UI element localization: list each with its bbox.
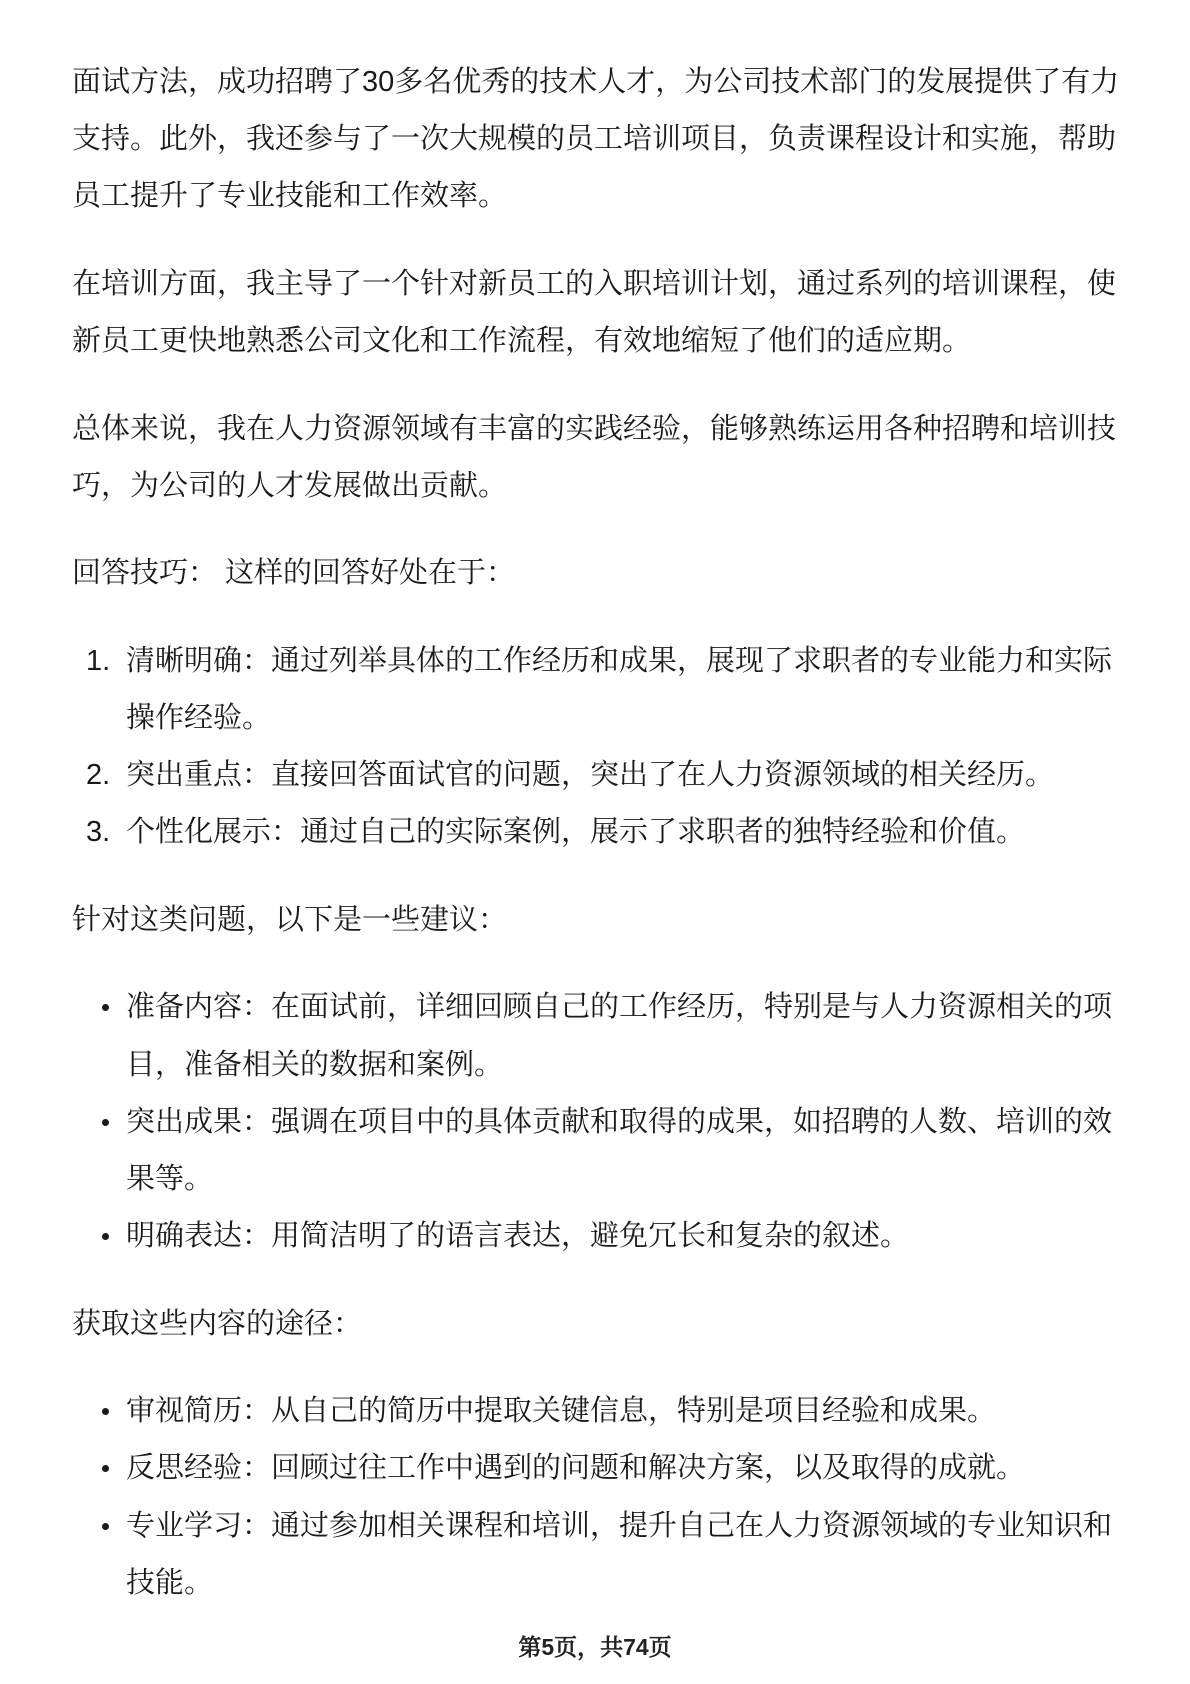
advice-item-text: 突出成果：强调在项目中的具体贡献和取得的成果，如招聘的人数、培训的效果等。 (126, 1105, 1113, 1196)
tips-item-number: 3. (86, 816, 111, 849)
sources-item (72, 1440, 1133, 1497)
advice-item (72, 1094, 1133, 1208)
paragraph-training: 在培训方面，我主导了一个针对新员工的入职培训计划，通过系列的培训课程，使新员工更快地熟悉公司文化和工作流程，有效地缩短了他们的适应期。 (72, 267, 1117, 358)
bullet-dot-icon (102, 1408, 109, 1415)
tips-list (72, 633, 1133, 862)
sources-item-text: 专业学习：通过参加相关课程和培训，提升自己在人力资源领域的专业知识和技能。 (126, 1509, 1113, 1599)
paragraph-summary: 总体来说，我在人力资源领域有丰富的实践经验，能够熟练运用各种招聘和培训技巧，为公司的人才发展做出贡献。 (72, 412, 1117, 502)
paragraph-experience: 面试方法，成功招聘了30多名优秀的技术人才，为公司技术部门的发展提供了有力支持。此外，我还参与了一次大规模的员工培训项目，负责课程设计和实施，帮助员工提升了专业技能和工作效率。 (72, 66, 1120, 213)
tips-item (72, 747, 1133, 804)
tips-item (72, 633, 1133, 747)
tips-item-number: 2. (86, 759, 111, 792)
advice-item (72, 979, 1133, 1093)
document-body (72, 54, 1133, 1612)
sources-heading: 获取这些内容的途径： (72, 1307, 363, 1340)
sources-item-text: 审视简历：从自己的简历中提取关键信息，特别是项目经验和成果。 (126, 1395, 997, 1428)
bullet-dot-icon (102, 1233, 109, 1240)
tips-item-number: 1. (86, 644, 111, 677)
tips-heading: 回答技巧： 这样的回答好处在于： (72, 557, 516, 590)
page-number: 第5页，共74页 (518, 1634, 672, 1660)
tips-item-text: 突出重点：直接回答面试官的问题，突出了在人力资源领域的相关经历。 (126, 759, 1055, 792)
tips-item-text: 清晰明确：通过列举具体的工作经历和成果，展现了求职者的专业能力和实际操作经验。 (126, 644, 1113, 735)
advice-list (72, 979, 1133, 1265)
sources-item-text: 反思经验：回顾过往工作中遇到的问题和解决方案，以及取得的成就。 (126, 1452, 1026, 1485)
tips-item-text: 个性化展示：通过自己的实际案例，展示了求职者的独特经验和价值。 (126, 816, 1026, 849)
bullet-dot-icon (102, 1465, 109, 1472)
advice-item-text: 准备内容：在面试前，详细回顾自己的工作经历，特别是与人力资源相关的项目，准备相关的数据和案例。 (126, 991, 1113, 1081)
bullet-dot-icon (102, 1523, 109, 1530)
advice-item-text: 明确表达：用简洁明了的语言表达，避免冗长和复杂的叙述。 (126, 1220, 910, 1253)
advice-heading: 针对这类问题，以下是一些建议： (72, 903, 508, 936)
sources-list (72, 1383, 1133, 1612)
sources-item (72, 1383, 1133, 1440)
bullet-dot-icon (102, 1004, 109, 1011)
tips-item (72, 804, 1133, 861)
bullet-dot-icon (102, 1119, 109, 1126)
sources-item (72, 1498, 1133, 1612)
advice-item (72, 1208, 1133, 1265)
